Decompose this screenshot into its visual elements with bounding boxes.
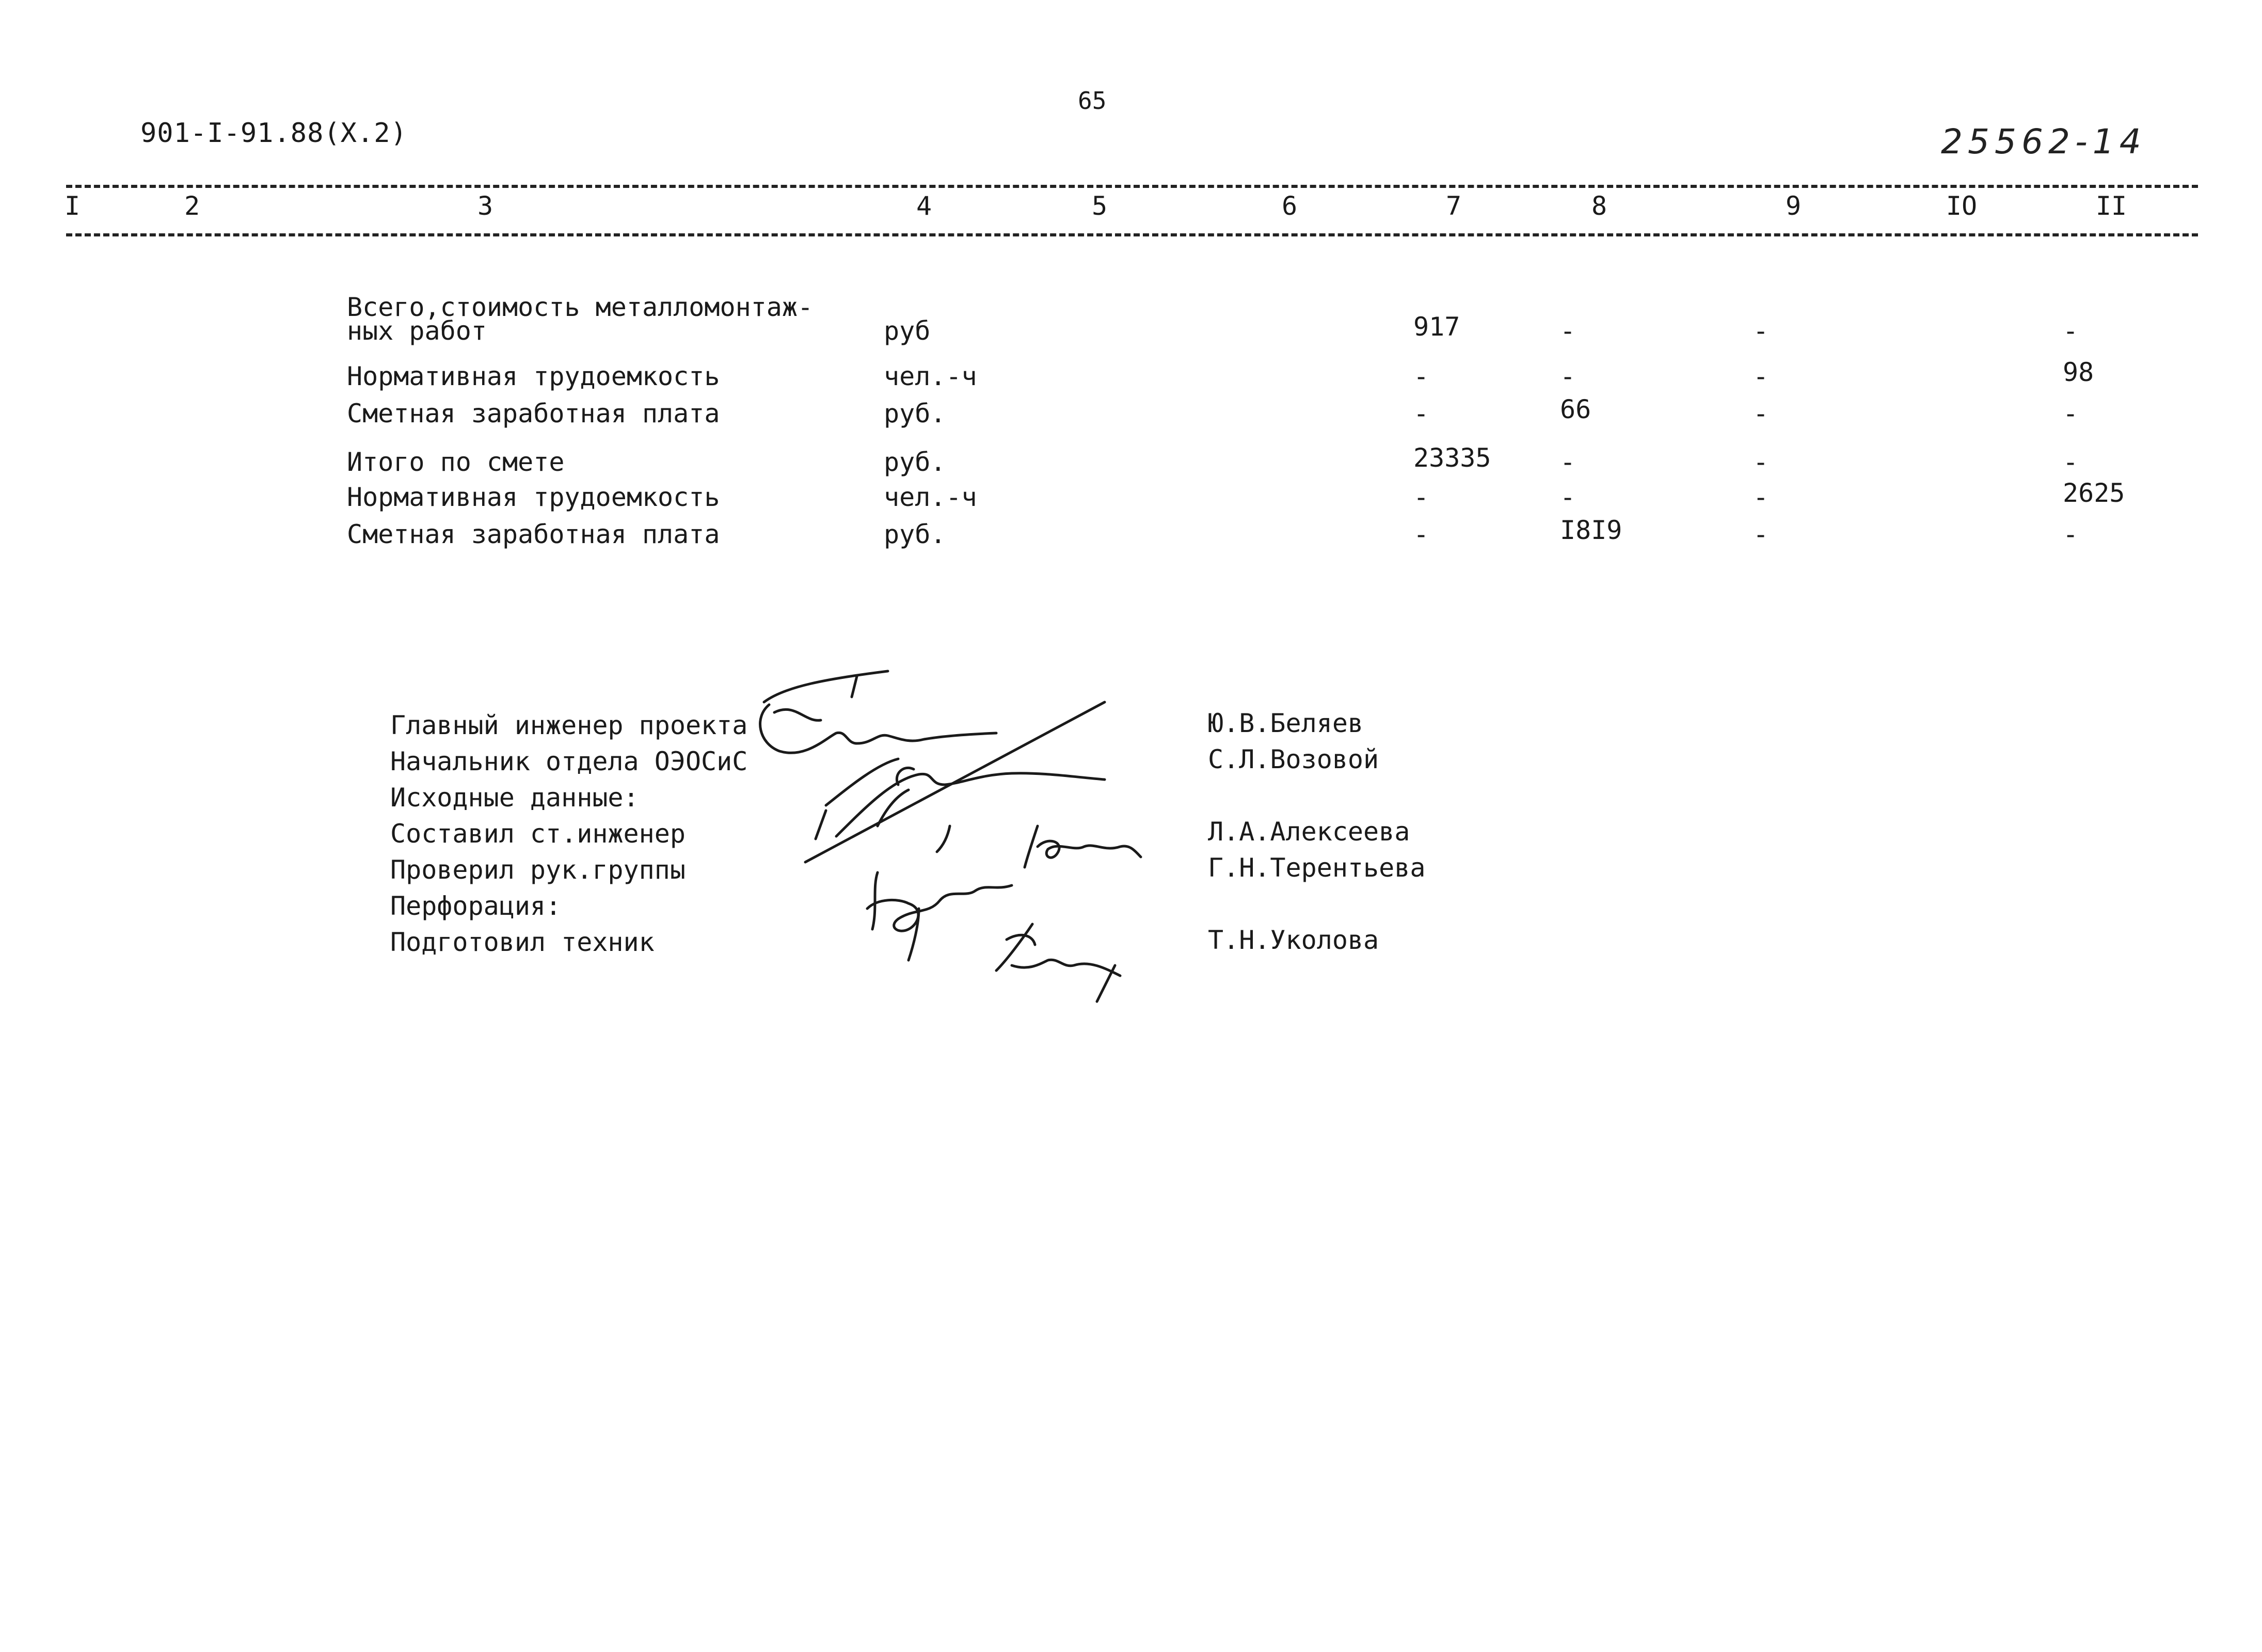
column-number-8: 8 [1591,191,1607,221]
row-name-line2: ных работ [347,316,487,346]
row-col8: - [1560,316,1576,346]
row-col11: 2625 [2063,478,2125,508]
signature-role: Составил ст.инженер [390,819,686,849]
signature-role: Перфорация: [390,891,562,921]
signature-person: Л.А.Алексеева [1208,817,1410,847]
column-number-2: 2 [184,191,200,221]
column-number-4: 4 [916,191,932,221]
row-name: Нормативная трудоемкость [347,361,720,391]
row-name: Нормативная трудоемкость [347,482,720,512]
row-col11: - [2063,519,2079,549]
document-code: 901-I-91.88(X.2) [140,118,407,149]
signature-role: Проверил рук.группы [390,855,686,885]
row-col7: 23335 [1413,443,1491,473]
column-number-10: IO [1946,191,1978,221]
row-col7: - [1413,399,1429,428]
row-col7: 917 [1413,312,1460,342]
row-unit: чел.-ч [884,361,977,391]
column-number-6: 6 [1281,191,1298,221]
signature-role: Начальник отдела ОЭОСиС [390,746,748,776]
sheet-code: 25562-14 [1941,122,2146,162]
signature-role: Исходные данные: [390,783,639,813]
column-number-1: I [64,191,81,221]
row-name-line1: Всего,стоимость металломонтаж- [347,292,814,322]
row-col11: - [2063,399,2079,428]
row-col11: - [2063,447,2079,477]
signature-role: Подготовил техник [390,927,655,957]
signature-person: Ю.В.Беляев [1208,708,1364,738]
row-col9: - [1753,519,1769,549]
signature-person: Г.Н.Терентьева [1208,853,1426,883]
column-number-9: 9 [1785,191,1802,221]
row-col8: I8I9 [1560,515,1622,545]
column-number-7: 7 [1445,191,1462,221]
row-col11: 98 [2063,357,2094,387]
signature-role: Главный инженер проекта [390,710,748,740]
row-unit: руб [884,316,931,346]
row-col9: - [1753,316,1769,346]
row-unit: руб. [884,399,946,428]
signature-person: Т.Н.Уколова [1208,925,1379,955]
row-col9: - [1753,361,1769,391]
row-col8: - [1560,482,1576,512]
row-col7: - [1413,482,1429,512]
column-number-11: II [2095,191,2127,221]
row-col11: - [2063,316,2079,346]
row-unit: чел.-ч [884,482,977,512]
row-col7: - [1413,519,1429,549]
row-col8: 66 [1560,394,1591,424]
row-col9: - [1753,482,1769,512]
column-number-5: 5 [1091,191,1108,221]
row-name: Итого по смете [347,447,565,477]
signature-person: С.Л.Возовой [1208,744,1379,774]
page-number: 65 [1078,87,1107,115]
row-col9: - [1753,399,1769,428]
row-name: Сметная заработная плата [347,519,720,549]
row-col8: - [1560,447,1576,477]
row-col8: - [1560,361,1576,391]
row-unit: руб. [884,519,946,549]
row-col9: - [1753,447,1769,477]
row-col7: - [1413,361,1429,391]
row-name: Сметная заработная плата [347,399,720,428]
column-number-3: 3 [477,191,493,221]
row-unit: руб. [884,447,946,477]
